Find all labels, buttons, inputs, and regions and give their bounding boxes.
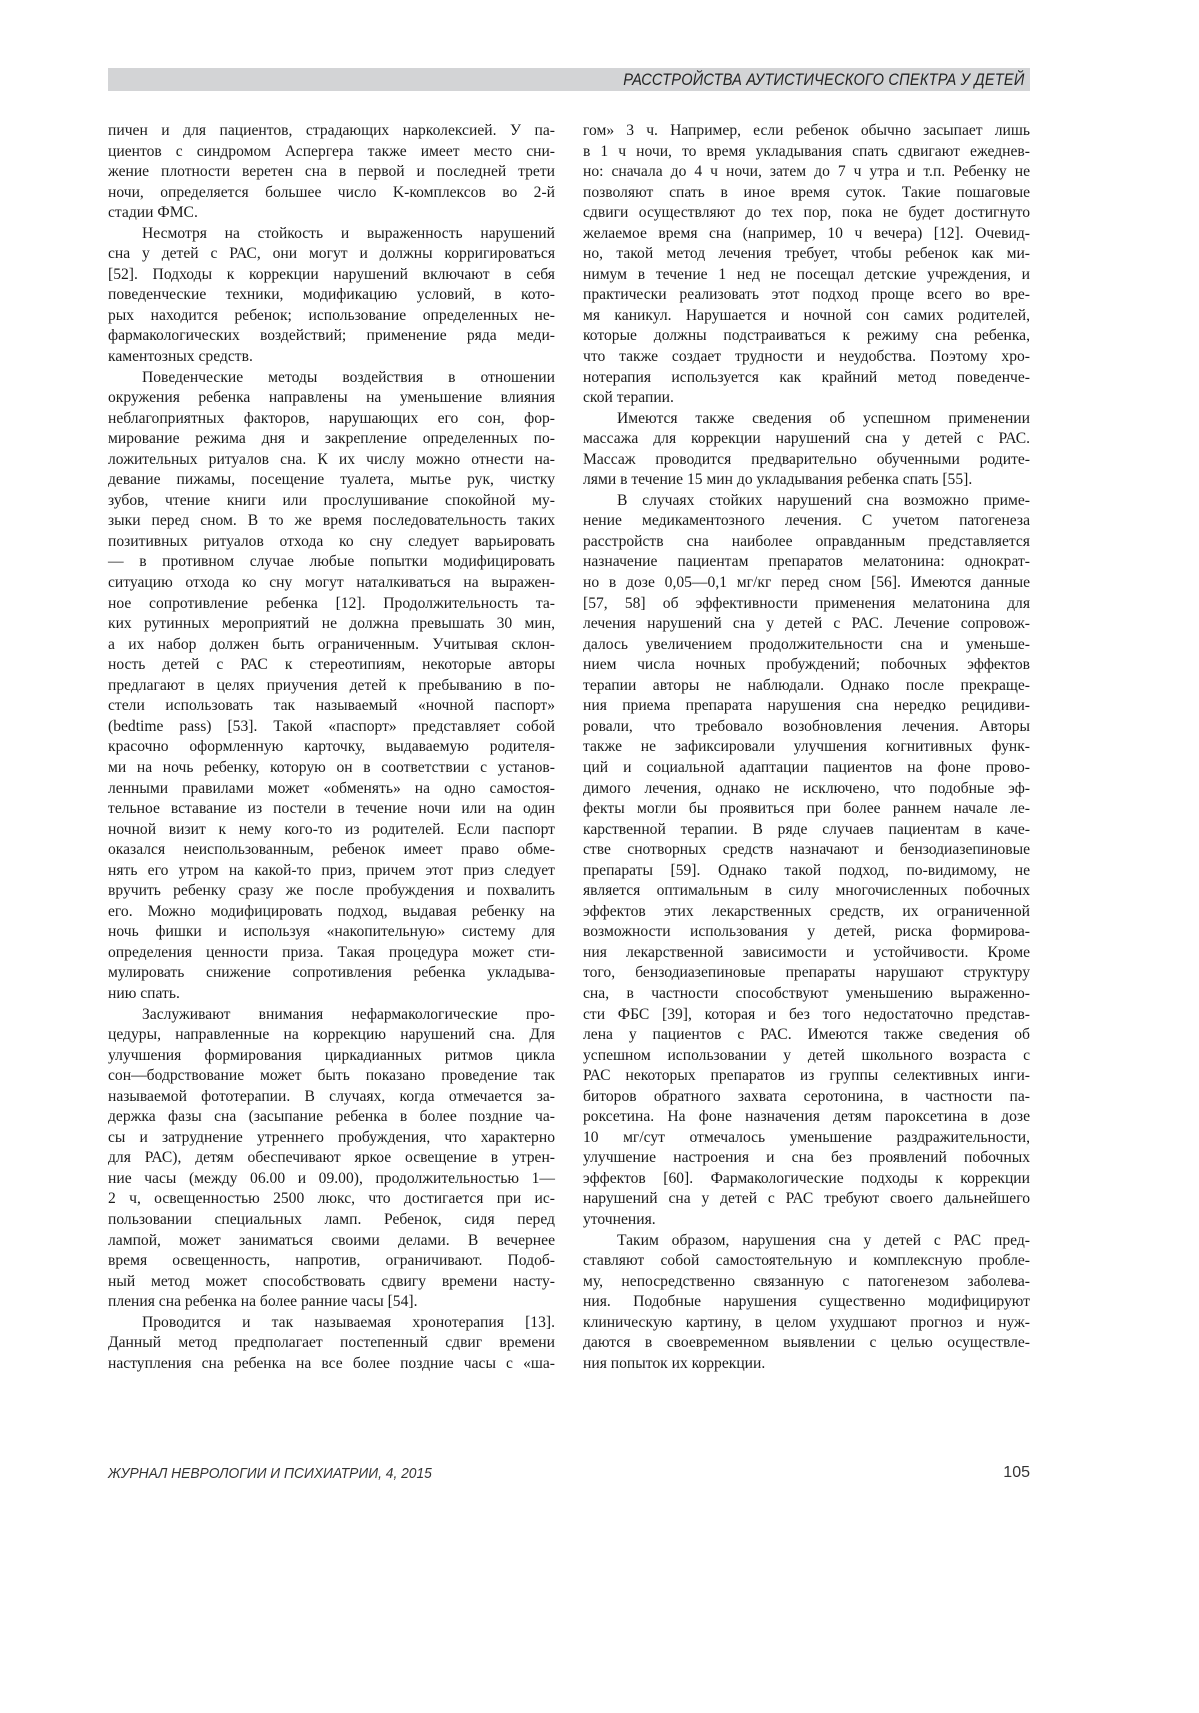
right-column <box>583 121 1030 1374</box>
text-line: нять его утром на какой-то приз, причем этот приз следует <box>108 861 555 879</box>
text-line: оказался неиспользованным, ребенок имеет право обме- <box>108 841 555 859</box>
text-line: в 1 ч ночи, то время укладывания спать сдвигают ежеднев- <box>583 142 1030 160</box>
text-line: окружения ребенка направлены на уменьшение влияния <box>108 389 555 407</box>
text-line: пичен и для пациентов, страдающих нарколексией. У па- <box>108 122 555 139</box>
text-line: нарушений сна у детей с РАС требуют своего дальнейшего <box>583 1190 1030 1208</box>
running-title: РАССТРОЙСТВА АУТИСТИЧЕСКОГО СПЕКТРА У ДЕТЕЙ <box>622 70 1024 89</box>
text-line: вручить ребенку сразу же после пробуждения и похвалить <box>108 882 555 900</box>
text-line: 10 мг/сут отмечалось уменьшение раздражительности, <box>583 1128 1030 1146</box>
text-line: мирование режима дня и закрепление определенных по- <box>108 430 555 448</box>
text-line: ночи, определяется большее число K-комплексов во 2-й <box>108 183 555 201</box>
text-line: назначение пациентам препаратов мелатонина: однократ- <box>583 553 1030 571</box>
text-line: жение плотности веретен сна в первой и последней трети <box>108 163 555 181</box>
text-line: роксетина. На фоне назначения детям пароксетина в дозе <box>583 1108 1030 1126</box>
text-line: 2 ч, освещенностью 2500 люкс, что достигается при ис- <box>108 1190 555 1208</box>
text-line: цедуры, направленные на коррекцию нарушений сна. Для <box>108 1026 555 1044</box>
text-line: Заслуживают внимания нефармакологические про- <box>142 1005 555 1023</box>
text-line: держка фазы сна (засыпание ребенка в более поздние ча- <box>108 1108 555 1126</box>
text-line: сон—бодрствование может быть показано проведение так <box>108 1067 555 1085</box>
text-line: лями в течение 15 мин до укладывания ребенка спать [55]. <box>583 471 973 489</box>
text-line: ние часы (между 06.00 и 09.00), продолжительностью 1— <box>108 1169 555 1187</box>
text-line: позволяют спать в иное время суток. Такие пошаговые <box>583 183 1030 201</box>
text-line: му, непосредственно связанную с патогенезом заболева- <box>583 1272 1030 1290</box>
text-line: которые должны подстраиваться к режиму сна ребенка, <box>583 327 1030 345</box>
text-line: стве снотворных средств назначают и бензодиазепиновые <box>583 841 1030 859</box>
text-line: стадии ФМС. <box>108 204 198 222</box>
text-line: что также создает трудности и неудобства. Поэтому хро- <box>583 348 1030 366</box>
text-line: желаемое время сна (например, 10 ч вечера) [12]. Очевид- <box>583 224 1030 242</box>
text-line: даются в своевременном выявлении с целью осуществле- <box>583 1334 1030 1352</box>
text-line: ния попыток их коррекции. <box>583 1354 766 1372</box>
text-line: фармакологических воздействий; применение ряда меди- <box>108 327 555 345</box>
text-line: эффектов этих лекарственных средств, их ограниченной <box>583 902 1030 920</box>
text-line: ких рутинных мероприятий не должна превышать 30 мин, <box>108 615 555 633</box>
text-line: димого лечения, однако не исключено, что подобные эф- <box>583 779 1030 797</box>
text-line: но, такой метод лечения требует, чтобы ребенок как ми- <box>583 245 1030 263</box>
text-line: фекты могли бы проявиться при более раннем начале ле- <box>583 800 1030 818</box>
text-line: (bedtime pass) [53]. Такой «паспорт» представляет собой <box>108 717 555 735</box>
text-line: пользовании специальных ламп. Ребенок, сидя перед <box>108 1210 555 1228</box>
paragraph <box>108 224 555 368</box>
paragraph <box>583 491 1030 1231</box>
paragraph <box>108 368 555 1005</box>
text-line: девание пижамы, посещение туалета, мытье рук, чистку <box>108 471 555 489</box>
text-line: улучшение настроения и сна без проявлений побочных <box>583 1149 1030 1167</box>
text-line: эффектов [60]. Фармакологические подходы к коррекции <box>583 1169 1030 1187</box>
text-line: но в дозе 0,05—0,1 мг/кг перед сном [56]. Имеются данные <box>583 574 1030 592</box>
text-line: красочно оформленную карточку, выдаваемую родителя- <box>108 738 555 756</box>
text-line: ровали, что требовало возобновления лечения. Авторы <box>583 717 1030 735</box>
running-header <box>108 68 1030 91</box>
text-line: мулировать снижение сопротивления ребенка укладыва- <box>108 964 555 982</box>
paragraph <box>108 121 555 224</box>
text-line: карственной терапии. В ряде случаев пациентам в каче- <box>583 820 1030 838</box>
text-line: сна, в частности способствуют уменьшению выраженно- <box>583 984 1030 1002</box>
text-line: уточнения. <box>583 1210 656 1228</box>
text-line: улучшения формирования циркадианных ритмов цикла <box>108 1046 555 1064</box>
text-line: ставляют собой самостоятельную и комплексную пробле- <box>583 1252 1030 1270</box>
text-line: сти ФБС [39], которая и без того недостаточно представ- <box>583 1005 1030 1023</box>
paragraph <box>583 409 1030 491</box>
text-line: стели использовать так называемый «ночной паспорт» <box>108 697 555 715</box>
text-line: тельное вставание из постели в течение ночи или на один <box>108 800 555 818</box>
text-line: предлагают в целях приучения детей к пребыванию в по- <box>108 676 555 694</box>
text-line: ный метод может способствовать сдвигу времени насту- <box>108 1272 555 1290</box>
text-line: возможности использования у детей, риска формирова- <box>583 923 1030 941</box>
text-line: пления сна ребенка на более ранние часы [54]. <box>108 1293 418 1311</box>
text-line: нию спать. <box>108 984 180 1002</box>
paragraph <box>583 1231 1030 1375</box>
text-line: также не зафиксировали улучшения когнитивных функ- <box>583 738 1030 756</box>
text-line: ми на ночь ребенку, которую он в соответствии с установ- <box>108 758 555 776</box>
text-line: ской терапии. <box>583 389 674 407</box>
text-line: лампой, может заниматься своими делами. В вечернее <box>108 1231 555 1249</box>
text-line: успешном использовании у детей школьного возраста с <box>583 1046 1030 1064</box>
text-line: ложительных ритуалов сна. К их числу можно отнести на- <box>108 450 555 468</box>
text-line: ния приема препарата нарушения сна нередко рецидиви- <box>583 697 1030 715</box>
text-line: ное сопротивление ребенка [12]. Продолжительность та- <box>108 594 555 612</box>
text-line: сы и затруднение утреннего пробуждения, что характерно <box>108 1128 555 1146</box>
text-line: поведенческие техники, модификацию условий, в кото- <box>108 286 555 304</box>
text-line: биторов обратного захвата серотонина, в частности па- <box>583 1087 1030 1105</box>
text-line: нимум в течение 1 нед не посещал детские учреждения, и <box>583 265 1030 283</box>
text-line: расстройств сна наиболее оправданным представляется <box>583 532 1030 550</box>
text-line: нием числа ночных пробуждений; побочных эффектов <box>583 656 1030 674</box>
text-line: ций и социальной адаптации пациентов на фоне прово- <box>583 758 1030 776</box>
text-line: рых находится ребенок; использование определенных не- <box>108 306 555 324</box>
text-line: ситуацию отхода ко сну могут наталкиваться на выражен- <box>108 574 555 592</box>
text-line: для РАС), детям обеспечивают яркое освещение в утрен- <box>108 1149 555 1167</box>
text-line: нотерапия используется как крайний метод поведенче- <box>583 368 1030 386</box>
paragraph <box>108 1313 555 1375</box>
text-line: сна у детей с РАС, они могут и должны корригироваться <box>108 245 555 263</box>
text-line: циентов с синдромом Аспергера также имеет место сни- <box>108 142 555 160</box>
text-line: его. Можно модифицировать подход, выдавая ребенку на <box>108 902 555 920</box>
text-line: Массаж проводится предварительно обученными родите- <box>583 450 1030 468</box>
text-line: Несмотря на стойкость и выраженность нарушений <box>142 224 555 242</box>
text-line: время освещенность, напротив, ограничивают. Подоб- <box>108 1252 555 1270</box>
text-line: нение медикаментозного лечения. С учетом патогенеза <box>583 512 1030 530</box>
text-line: В случаях стойких нарушений сна возможно приме- <box>617 491 1030 509</box>
text-line: каментозных средств. <box>108 348 253 366</box>
text-line: зыки перед сном. В то же время последовательность таких <box>108 512 555 530</box>
footer-journal-title: ЖУРНАЛ НЕВРОЛОГИИ И ПСИХИАТРИИ, 4, 2015 <box>108 1465 432 1482</box>
text-line: называемой фототерапии. В случаях, когда отмечается за- <box>108 1087 555 1105</box>
text-line: [57, 58] об эффективности применения мелатонина для <box>583 594 1030 612</box>
text-line: мя каникул. Нарушается и ночной сон самих родителей, <box>583 306 1030 324</box>
text-line: Проводится и так называемая хронотерапия [13]. <box>142 1313 555 1331</box>
text-line: наступления сна ребенка на все более поздние часы с «ша- <box>108 1354 555 1372</box>
text-line: Данный метод предполагает постепенный сдвиг времени <box>108 1334 555 1352</box>
text-line: лечения нарушений сна у детей с РАС. Лечение сопровож- <box>583 615 1030 633</box>
text-line: клиническую картину, в целом ухудшают прогноз и нуж- <box>583 1313 1030 1331</box>
text-line: но: сначала до 4 ч ночи, затем до 7 ч утра и т.п. Ребенку не <box>583 163 1030 181</box>
text-line: неблагоприятных факторов, нарушающих его сон, фор- <box>108 409 555 427</box>
text-line: зубов, чтение книги или прослушивание спокойной му- <box>108 491 555 509</box>
paragraph <box>583 121 1030 409</box>
text-line: Имеются также сведения об успешном применении <box>617 409 1030 427</box>
text-line: ночной визит к нему кого-то из родителей. Если паспорт <box>108 820 555 838</box>
text-line: ность детей с РАС к стереотипиям, некоторые авторы <box>108 656 555 674</box>
paragraph <box>108 1005 555 1313</box>
text-line: ночь фишки и используя «накопительную» систему для <box>108 923 555 941</box>
text-line: Поведенческие методы воздействия в отношении <box>142 368 555 386</box>
text-line: ленными правилами может «обменять» на одно самостоя- <box>108 779 555 797</box>
text-line: лена у пациентов с РАС. Имеются также сведения об <box>583 1026 1030 1044</box>
text-line: ния лекарственной зависимости и устойчивости. Кроме <box>583 943 1030 961</box>
text-line: терапии авторы не наблюдали. Однако после прекраще- <box>583 676 1030 694</box>
text-line: того, бензодиазепиновые препараты нарушают структуру <box>583 964 1030 982</box>
text-line: РАС некоторых препаратов из группы селективных инги- <box>583 1067 1030 1085</box>
text-line: препараты [59]. Однако такой подход, по-видимому, не <box>583 861 1030 879</box>
text-line: практически реализовать этот подход проще всего во вре- <box>583 286 1030 304</box>
text-line: является оптимальным в силу многочисленных побочных <box>583 882 1030 900</box>
page-number: 105 <box>1003 1464 1030 1481</box>
text-line: сдвиги осуществляют до тех пор, пока не будет достигнуто <box>583 204 1030 222</box>
text-line: далось увеличением продолжительности сна и уменьше- <box>583 635 1030 653</box>
text-line: Таким образом, нарушения сна у детей с РАС пред- <box>617 1231 1030 1249</box>
text-line: массажа для коррекции нарушений сна у детей с РАС. <box>583 430 1030 448</box>
text-line: гом» 3 ч. Например, если ребенок обычно засыпает лишь <box>583 122 1030 139</box>
text-line: — в противном случае любые попытки модифицировать <box>108 553 555 571</box>
text-line: [52]. Подходы к коррекции нарушений включают в себя <box>108 265 555 283</box>
text-line: а их набор должен быть ограниченным. Учитывая склон- <box>108 635 555 653</box>
text-line: позитивных ритуалов отхода ко сну следует варьировать <box>108 532 555 550</box>
text-line: ния. Подобные нарушения существенно модифицируют <box>583 1293 1030 1311</box>
text-line: определения ценности приза. Такая процедура может сти- <box>108 943 555 961</box>
left-column <box>108 121 555 1374</box>
